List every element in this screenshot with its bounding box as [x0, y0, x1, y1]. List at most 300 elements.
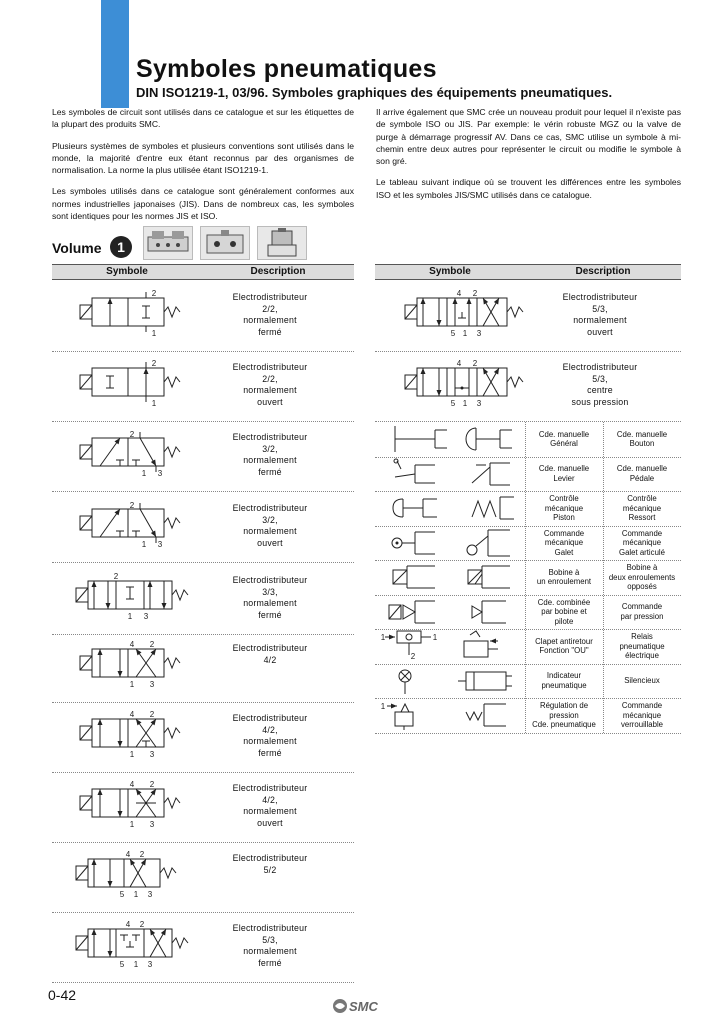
description-line: électrique [625, 651, 659, 660]
valve-symbol-icon [52, 497, 202, 557]
description-line: Cde. combinée [537, 597, 591, 607]
relay-switch [470, 631, 480, 637]
description-line: Electrodistributeur [232, 292, 308, 302]
header-symbol: Symbole [429, 266, 471, 277]
description-line: 4/2, [262, 724, 278, 735]
description-line: Fonction "OU" [539, 646, 589, 656]
actuator-symbol-icon [450, 526, 525, 560]
port-label: 5 [119, 890, 125, 899]
port-label: 3 [147, 960, 153, 969]
valve-position-box [447, 368, 477, 396]
port-label: 4 [125, 920, 131, 929]
description-line: Indicateur [546, 671, 582, 681]
spring-icon [164, 447, 180, 457]
arrow-head-icon [148, 581, 153, 587]
actuator-description [525, 701, 603, 730]
valve-symbol-icon [52, 569, 202, 629]
solenoid-diagonal [80, 445, 92, 459]
actuator-description [525, 598, 603, 627]
description-line: normalement [243, 736, 297, 746]
valve-position-box [92, 649, 128, 677]
port-label: 3 [149, 680, 155, 689]
port-label: 5 [119, 960, 125, 969]
actuator-symbol-icon [375, 457, 450, 491]
port-label: 1 [432, 633, 438, 642]
description-line: Relais [631, 632, 653, 641]
pilot-triangle-icon [403, 605, 415, 619]
port-label: 2 [151, 359, 157, 368]
description-line: normalement [573, 315, 627, 325]
actuator-symbol-icon [375, 526, 450, 560]
actuator-symbol-icon [450, 457, 525, 491]
intro-paragraph: Les symboles utilisés dans ce catalogue sont généralement conformes aux normes industrielles japonaises (JIS). Dans de nombreux cas, les symboles sont identiques pour les normes JIS et ISO. [52, 186, 354, 222]
actuator-symbol-icon [450, 629, 525, 663]
symbol-line [389, 605, 401, 619]
piston-shape [393, 499, 403, 517]
silencer-body [466, 672, 506, 690]
description-line: deux enroulements [608, 572, 676, 582]
symbol-description [535, 362, 665, 408]
port-label: 3 [157, 540, 163, 549]
description-line: Galet [554, 547, 574, 557]
actuator-description [525, 494, 603, 523]
valve-position-box [144, 581, 172, 609]
arrow-head-icon [421, 298, 426, 304]
actuator-description [525, 568, 603, 587]
arrow-head-icon [106, 603, 111, 609]
arrow-head-icon [437, 320, 442, 326]
description-line: Contrôle [627, 494, 657, 503]
actuator-description [603, 701, 681, 730]
arrow-head-icon [108, 881, 113, 887]
port-label: 5 [450, 329, 456, 338]
actuator-description [603, 464, 681, 483]
description-line: normalement [243, 806, 297, 816]
port-label: 1 [133, 960, 139, 969]
port-label: 1 [151, 329, 157, 338]
valve-position-box [477, 368, 507, 396]
header-description: Description [250, 266, 306, 277]
actuator-symbol-icon [375, 422, 450, 456]
description-line: 5/3, [592, 373, 608, 384]
port-label: 3 [149, 750, 155, 759]
description-line: Bobine à [548, 567, 580, 577]
actuator-symbol-icon [375, 698, 450, 732]
valve-symbol-icon [52, 637, 202, 697]
port-label: 3 [147, 890, 153, 899]
symbol-description [205, 503, 335, 549]
description-line: Régulation de [539, 701, 589, 710]
description-line: Electrodistributeur [232, 783, 308, 793]
description-line: ouvert [257, 396, 283, 407]
description-line: normalement [243, 526, 297, 536]
actuator-description [603, 494, 681, 523]
symbol-description [205, 853, 335, 876]
actuator-symbol-icon [375, 491, 450, 525]
arrow-head-icon [108, 951, 113, 957]
arrow-head-icon [150, 719, 156, 725]
header-symbol: Symbole [106, 266, 148, 277]
description-line: un enroulement [536, 577, 592, 587]
description-line: Contrôle [549, 494, 579, 503]
port-label: 3 [143, 612, 149, 621]
symbol-line [472, 467, 490, 483]
spring-icon [164, 377, 180, 387]
arrow-head-icon [144, 368, 149, 374]
description-line: verrouillable [620, 720, 664, 729]
arrow-head-icon [437, 390, 442, 396]
actuator-symbol-icon [450, 422, 525, 456]
valve-position-box [92, 719, 128, 747]
table-header-right [375, 264, 681, 280]
junction-dot [461, 387, 464, 390]
spring-icon [472, 501, 496, 517]
arrow-head-icon [114, 438, 120, 444]
description-line: 3/2, [262, 514, 278, 525]
valve-position-box [88, 581, 116, 609]
port-label: 1 [462, 399, 468, 408]
valve-symbol-icon [52, 286, 202, 346]
description-line: Général [550, 439, 578, 449]
description-line: Electrodistributeur [232, 362, 308, 372]
arrow-head-icon [92, 859, 97, 865]
description-line: mécanique [544, 538, 584, 547]
port-label: 3 [149, 820, 155, 829]
description-line: Bobine à [626, 563, 658, 572]
symbol-line [476, 536, 488, 546]
product-photo [143, 226, 193, 260]
arrow-head-icon [467, 298, 472, 304]
page-title: Symboles pneumatiques [136, 55, 437, 83]
solenoid-diagonal [76, 936, 88, 950]
description-line: mécanique [622, 710, 662, 720]
intro-right-column [376, 106, 681, 210]
port-label: 4 [129, 780, 135, 789]
arrow-head-icon [421, 368, 426, 374]
port-label: 1 [129, 750, 135, 759]
description-line: 2/2, [262, 373, 278, 384]
description-line: normalement [243, 598, 297, 608]
valve-symbol-icon [52, 426, 202, 486]
port-label: 1 [380, 702, 386, 711]
description-line: normalement [243, 455, 297, 465]
detent-icon [466, 712, 482, 720]
arrow-head-icon [92, 929, 97, 935]
description-line: sous pression [571, 396, 629, 407]
port-label: 2 [472, 359, 478, 368]
valve-symbol-icon [52, 707, 202, 767]
description-line: Bouton [629, 439, 655, 449]
description-line: fermé [258, 466, 282, 477]
arrow-head-icon [118, 671, 123, 677]
actuator-symbol-icon [450, 560, 525, 594]
spring-icon [164, 798, 180, 808]
valve-position-box [92, 789, 128, 817]
arrow-head-icon [150, 649, 156, 655]
valve-symbol-icon [385, 356, 535, 416]
port-label: 2 [151, 289, 157, 298]
description-line: Clapet antiretour [535, 636, 593, 646]
symbol-description [535, 292, 665, 338]
solenoid-diagonal [80, 516, 92, 530]
description-line: fermé [258, 326, 282, 337]
valve-position-box [128, 438, 164, 466]
actuator-description [603, 632, 681, 661]
port-label: 4 [456, 289, 462, 298]
port-label: 2 [113, 572, 119, 581]
actuator-symbol-icon [375, 629, 450, 663]
roller-center [396, 541, 399, 544]
port-label: 2 [410, 652, 416, 661]
actuator-description [525, 637, 603, 656]
description-line: Pédale [629, 473, 655, 483]
arrow-head-icon [490, 639, 496, 644]
description-line: ouvert [257, 817, 283, 828]
actuator-description [525, 671, 603, 690]
actuator-description [525, 430, 603, 449]
description-line: centre [587, 385, 613, 395]
grid-row-divider [375, 733, 681, 734]
description-line: Electrodistributeur [232, 853, 308, 863]
description-line: Cde. manuelle [616, 464, 668, 474]
actuator-symbol-icon [375, 595, 450, 629]
intro-paragraph: Il arrive également que SMC crée un nouveau produit pour lequel il n'existe pas de symbole ISO ou JIS. Par exemple: le vérin robuste MGZ ou la valve de purge à démarrage progressif AV. Dans ce cas, SMC utilise un symbole à mi-chemin entre deux autres pour représenter le circuit ou modifie le symbole à son gré. [376, 107, 681, 167]
description-line: ouvert [587, 326, 613, 337]
check-valve-body [397, 631, 421, 643]
spring-icon [164, 658, 180, 668]
symbol-line [395, 474, 415, 477]
arrow-head-icon [98, 789, 103, 795]
description-line: Levier [553, 473, 575, 483]
port-label: 2 [149, 640, 155, 649]
port-label: 4 [129, 710, 135, 719]
symbol-description [205, 575, 335, 621]
valve-position-box [128, 509, 164, 537]
actuator-description [603, 563, 681, 592]
description-line: Cde. pneumatique [532, 720, 596, 729]
port-label: 1 [141, 469, 147, 478]
description-line: Commande [543, 528, 585, 538]
product-photo [257, 226, 307, 260]
pressure-triangle-icon [472, 606, 482, 618]
port-label: 1 [141, 540, 147, 549]
description-line: Electrodistributeur [232, 923, 308, 933]
actuator-symbol-icon [450, 698, 525, 732]
table-header-left [52, 264, 354, 280]
symbol-description [205, 292, 335, 338]
description-line: ouvert [257, 537, 283, 548]
actuator-symbol-icon [450, 491, 525, 525]
solenoid-diagonal [80, 796, 92, 810]
description-line: 5/3, [592, 303, 608, 314]
intro-paragraph: Les symboles de circuit sont utilisés dans ce catalogue et sur les étiquettes de la plupart des produits SMC. [52, 107, 354, 130]
arrow-head-icon [118, 741, 123, 747]
description-line: par pression [620, 611, 664, 621]
description-line: 4/2, [262, 794, 278, 805]
arrow-head-icon [98, 649, 103, 655]
description-line: pression [549, 710, 579, 720]
volume-number-badge: 1 [110, 236, 132, 258]
solenoid-diagonal [80, 375, 92, 389]
arrow-head-icon [162, 603, 167, 609]
symbol-line [393, 570, 407, 584]
description-line: Commande [621, 701, 663, 710]
actuator-description [525, 464, 603, 483]
description-line: normalement [243, 946, 297, 956]
description-line: pneumatique [541, 680, 587, 690]
solenoid-diagonal [76, 866, 88, 880]
symbol-description [205, 643, 335, 666]
port-label: 3 [157, 469, 163, 478]
volume-label: Volume [52, 240, 102, 256]
page-number: 0-42 [48, 987, 77, 1003]
symbol-description [205, 923, 335, 969]
arrow-head-icon [389, 635, 395, 640]
description-line: mécanique [622, 503, 662, 513]
description-line: Electrodistributeur [232, 503, 308, 513]
logo-text: SMC [349, 999, 378, 1014]
description-line: Electrodistributeur [232, 713, 308, 723]
description-line: mécanique [544, 503, 584, 513]
product-photo [200, 226, 250, 260]
arrow-head-icon [391, 704, 397, 709]
description-line: par bobine et [541, 607, 587, 616]
valve-symbol-icon [52, 847, 202, 907]
description-line: Cde. manuelle [538, 464, 590, 474]
port-label: 2 [129, 501, 135, 510]
smc-logo [332, 997, 390, 1015]
valve-position-box [88, 929, 116, 957]
valve-symbol-icon [385, 286, 535, 346]
spring-icon [172, 590, 188, 600]
port-label: 1 [380, 633, 386, 642]
description-line: opposés [627, 582, 657, 591]
description-line: mécanique [622, 538, 662, 547]
symbol-description [205, 362, 335, 408]
symbol-description [205, 432, 335, 478]
port-label: 1 [133, 890, 139, 899]
description-line: 3/3, [262, 586, 278, 597]
arrow-head-icon [150, 789, 156, 795]
description-line: pilote [554, 616, 574, 626]
port-label: 2 [129, 430, 135, 439]
description-line: 5/3, [262, 934, 278, 945]
description-line: normalement [243, 385, 297, 395]
arrow-head-icon [136, 789, 142, 795]
port-label: 3 [476, 329, 482, 338]
port-label: 2 [139, 850, 145, 859]
actuator-symbol-icon [375, 664, 450, 698]
description-line: Ressort [628, 513, 656, 522]
arrow-head-icon [108, 298, 113, 304]
solenoid-diagonal [405, 305, 417, 319]
description-line: 3/2, [262, 443, 278, 454]
arrow-head-icon [92, 581, 97, 587]
arrow-head-icon [453, 298, 458, 304]
relay-body [464, 641, 488, 657]
spring-icon [164, 307, 180, 317]
description-line: Cde. manuelle [538, 429, 590, 439]
port-label: 2 [472, 289, 478, 298]
intro-left-column [52, 106, 354, 231]
description-line: Galet articulé [619, 547, 665, 557]
description-line: Electrodistributeur [232, 575, 308, 585]
arrow-head-icon [98, 719, 103, 725]
description-line: Electrodistributeur [232, 432, 308, 442]
port-label: 4 [129, 640, 135, 649]
spring-icon [172, 938, 188, 948]
spring-icon [164, 728, 180, 738]
description-line: Electrodistributeur [562, 362, 638, 372]
description-line: 5/2 [263, 864, 277, 875]
description-line: Commande [621, 602, 663, 612]
description-line: Electrodistributeur [232, 643, 308, 653]
actuator-description [603, 676, 681, 686]
actuator-description [603, 602, 681, 621]
port-label: 1 [129, 820, 135, 829]
actuator-symbol-icon [450, 595, 525, 629]
spring-icon [164, 518, 180, 528]
description-line: normalement [243, 315, 297, 325]
description-line: fermé [258, 747, 282, 758]
port-label: 1 [127, 612, 133, 621]
actuator-symbol-icon [375, 560, 450, 594]
port-label: 5 [450, 399, 456, 408]
accent-bar [101, 0, 129, 108]
port-label: 4 [456, 359, 462, 368]
port-label: 3 [476, 399, 482, 408]
symbol-description [205, 783, 335, 829]
spring-icon [160, 868, 176, 878]
symbol-description [205, 713, 335, 759]
description-line: Cde. manuelle [616, 429, 668, 439]
regulator-spring [401, 704, 409, 712]
solenoid-diagonal [76, 588, 88, 602]
solenoid-diagonal [80, 656, 92, 670]
header-description: Description [575, 266, 631, 277]
page-subtitle: DIN ISO1219-1, 03/96. Symboles graphiques des équipements pneumatiques. [136, 85, 613, 100]
port-label: 2 [139, 920, 145, 929]
actuator-description [603, 430, 681, 449]
solenoid-diagonal [405, 375, 417, 389]
actuator-description [525, 529, 603, 558]
arrow-head-icon [136, 719, 142, 725]
description-line: 2/2, [262, 303, 278, 314]
description-line: Commande [621, 528, 663, 538]
port-label: 1 [462, 329, 468, 338]
port-label: 1 [151, 399, 157, 408]
port-label: 2 [149, 710, 155, 719]
intro-paragraph: Plusieurs systèmes de symboles et plusieurs conventions sont utilisés dans le monde, la majorité d'entre eux étant reconnus par des organismes de normalisation. La norme la plus utilisée étant ISO1219-1. [52, 140, 354, 176]
valve-position-box [477, 298, 507, 326]
port-label: 2 [149, 780, 155, 789]
arrow-head-icon [136, 649, 142, 655]
solenoid-diagonal [80, 726, 92, 740]
description-line: 4/2 [263, 654, 277, 665]
regulator-body [395, 712, 413, 726]
description-line: fermé [258, 609, 282, 620]
description-line: Piston [553, 513, 575, 522]
actuator-description [603, 529, 681, 558]
arrow-head-icon [114, 509, 120, 515]
arrow-head-icon [118, 811, 123, 817]
roller-icon [467, 545, 477, 555]
port-label: 4 [125, 850, 131, 859]
description-line: Silencieux [624, 676, 660, 685]
valve-symbol-icon [52, 777, 202, 837]
description-line: pneumatique [619, 641, 665, 651]
button-shape [466, 428, 476, 450]
